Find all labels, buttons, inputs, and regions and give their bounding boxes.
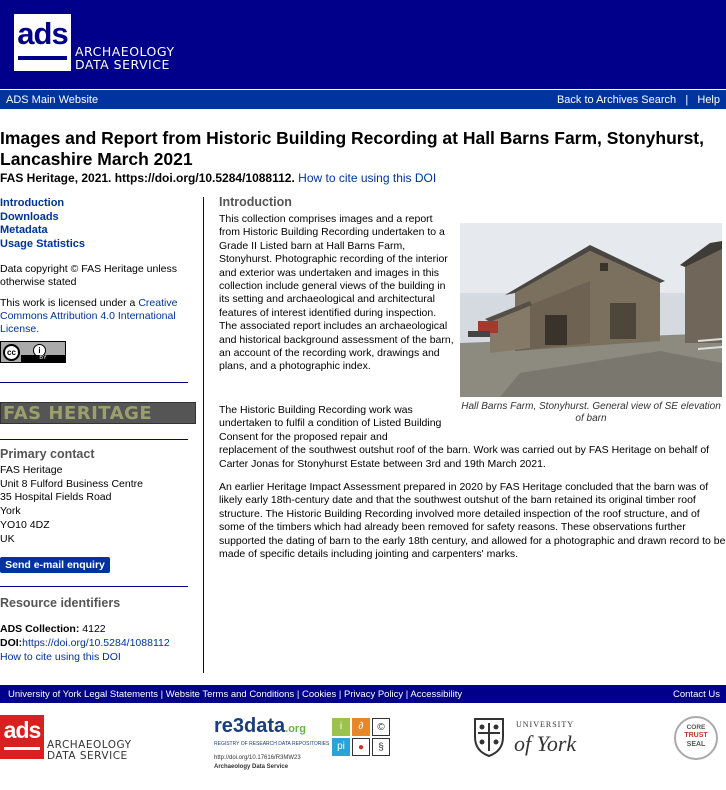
contact-line: FAS Heritage	[0, 464, 63, 476]
york-university-text: UNIVERSITY	[516, 720, 574, 729]
cc-by-badge[interactable]	[0, 341, 66, 363]
license-link[interactable]: Creative Commons Attribution 4.0 International License.	[0, 297, 178, 335]
collection-label: ADS Collection:	[0, 623, 80, 635]
re3data-org: .org	[285, 723, 306, 735]
resource-identifiers	[0, 622, 170, 664]
intro-paragraph-2-full: replacement of the southwest outshut roof of the barn. Work was carried out by FAS Heritage on behalf of Carter Jonas for Stonyhurst Estate between 3rd and 19th March 2021.	[219, 444, 710, 470]
re3data-name-text: re3data	[214, 715, 286, 737]
sidebar-link-introduction[interactable]: Introduction	[0, 197, 65, 209]
sidebar-divider	[0, 382, 188, 383]
citation-text: FAS Heritage, 2021. https://doi.org/10.5284/1088112.	[0, 171, 295, 185]
sidebar-nav	[0, 197, 85, 251]
sidebar-divider	[0, 586, 188, 587]
ads-logo-text	[75, 45, 175, 71]
barn-photo	[460, 223, 722, 397]
ads-main-website-link[interactable]: ADS Main Website	[6, 94, 99, 106]
certificate-icon: ●	[352, 738, 370, 756]
contact-line: 35 Hospital Fields Road	[0, 491, 112, 504]
intro-paragraph-2	[219, 404, 725, 471]
policy-icon: §	[372, 738, 390, 756]
york-of-york-text: of York	[514, 731, 577, 756]
footer-ads-bar	[4, 747, 40, 750]
york-crest-icon	[472, 715, 506, 757]
doi-row	[0, 636, 170, 650]
sidebar-link-metadata[interactable]: Metadata	[0, 224, 48, 236]
re3data-name	[214, 715, 306, 738]
intro-paragraph-2-wrapped: The Historic Building Recording work was undertaken to fulfil a condition of Listed Building Consent for the proposed repair and	[219, 404, 442, 443]
help-link[interactable]: Help	[697, 94, 720, 106]
footer-link-legal[interactable]: University of York Legal Statements	[8, 689, 158, 700]
ads-logo[interactable]	[14, 14, 71, 71]
back-to-search-link[interactable]: Back to Archives Search	[556, 94, 677, 106]
pid-icon: pi	[332, 738, 350, 756]
sidebar-link-usage-statistics[interactable]: Usage Statistics	[0, 237, 85, 250]
resource-identifiers-heading: Resource identifiers	[0, 596, 121, 610]
contact-line: Unit 8 Fulford Business Centre	[0, 477, 143, 490]
contact-line: York	[0, 505, 21, 518]
primary-contact-heading: Primary contact	[0, 447, 95, 461]
barn-photo-image	[460, 223, 722, 397]
citation	[0, 171, 436, 185]
license-prefix: This work is licensed under a	[0, 297, 139, 309]
contact-address	[0, 464, 143, 546]
footer-links: University of York Legal Statements | Website Terms and Conditions | Cookies | Privacy Policy | Accessibility	[8, 689, 463, 700]
sidebar-divider	[0, 439, 188, 440]
university-of-york-logo[interactable]	[472, 715, 592, 760]
cc-icon: cc	[3, 344, 20, 361]
contact-line: YO10 4DZ	[0, 518, 50, 531]
footer-ads-logo[interactable]	[0, 715, 44, 759]
intro-paragraph-1: This collection comprises images and a report from Historic Building Recording undertaken to a Grade II Listed barn at Hall Barns Farm, Stonyhurst. Photographic recording of the interior and exterior was undertaken and images in this collection include general views of the building in its setting and archaeological and architectural features of interest identified during inspection. The associated report includes an archaeological and historical background assessment of the barn, an account of the recording work, drawings and plans, and a photographic index.	[219, 213, 454, 373]
photo-caption: Hall Barns Farm, Stonyhurst. General view of SE elevation of barn	[461, 401, 721, 424]
sidebar-cite-doi-link[interactable]: How to cite using this DOI	[0, 651, 121, 663]
license-notice	[0, 297, 195, 336]
sidebar-link-downloads[interactable]: Downloads	[0, 210, 59, 223]
core-trust-seal[interactable]	[674, 716, 718, 760]
cite-doi-link[interactable]: How to cite using this DOI	[298, 171, 437, 185]
open-access-icon: ∂	[352, 718, 370, 736]
intro-paragraph-3: An earlier Heritage Impact Assessment prepared in 2020 by FAS Heritage concluded that the barn was of likely early 18th-century date and that the southwest outshut of the barn retained its original timber roof structure. The Historic Building Recording involved more detailed inspection of the roof structure, and of some of the timbers which had already been removed for safety reasons. These observations further supported the dating of barn to the early 18th century, and allowed for a photographic and drawn record to be made of specific details including jointing and carpenters' marks.	[219, 481, 726, 561]
copyright-icon: ©	[372, 718, 390, 736]
person-icon: i	[33, 344, 46, 357]
fas-heritage-logo[interactable]: FAS HERITAGE	[0, 402, 196, 424]
cc-by-label: BY	[21, 355, 65, 362]
nav-bar	[0, 89, 726, 109]
core-seal-text-2: TRUST	[684, 732, 708, 739]
core-seal-text-3: SEAL	[686, 741, 706, 748]
page-title: Images and Report from Historic Building Recording at Hall Barns Farm, Stonyhurst, Lancashire March 2021	[0, 128, 704, 169]
introduction-heading: Introduction	[219, 195, 292, 209]
re3data-ads: Archaeology Data Service	[214, 764, 289, 770]
collection-value: 4122	[82, 623, 106, 635]
send-email-enquiry-button[interactable]: Send e-mail enquiry	[0, 557, 110, 573]
ads-logo-bar	[18, 56, 67, 60]
copyright-notice: Data copyright © FAS Heritage unless otherwise stated	[0, 263, 177, 288]
logo-line-2: DATA SERVICE	[75, 57, 170, 72]
core-seal-text-1: CORE	[686, 724, 706, 731]
doi-label: DOI:	[0, 637, 23, 649]
column-divider	[203, 197, 204, 673]
footer-ads-line-2: DATA SERVICE	[47, 750, 128, 762]
footer-contact-link[interactable]: Contact Us	[673, 689, 720, 700]
footer-ads-text	[47, 740, 132, 762]
re3data-badge[interactable]	[214, 715, 394, 775]
contact-line: UK	[0, 532, 15, 545]
footer-link-cookies[interactable]: Cookies	[301, 689, 337, 700]
re3data-registry: REGISTRY OF RESEARCH DATA REPOSITORIES	[214, 741, 330, 747]
info-icon: i	[332, 718, 350, 736]
footer-link-accessibility[interactable]: Accessibility	[410, 689, 463, 700]
footer-bar	[0, 685, 726, 703]
site-header	[0, 0, 726, 89]
nav-separator: |	[685, 94, 689, 106]
footer-link-privacy[interactable]: Privacy Policy	[344, 689, 404, 700]
ads-collection-row	[0, 622, 170, 636]
re3data-doi: http://doi.org/10.17616/R3MW23	[214, 755, 301, 761]
doi-link[interactable]: https://doi.org/10.5284/1088112	[22, 637, 170, 649]
logo-line-1: ARCHAEOLOGY	[75, 44, 175, 59]
nav-right	[557, 94, 720, 106]
ads-logo-mark: ads	[17, 16, 68, 51]
footer-link-terms[interactable]: Website Terms and Conditions	[165, 689, 295, 700]
footer-ads-mark: ads	[3, 717, 41, 743]
footer-ads-line-1: ARCHAEOLOGY	[47, 739, 132, 751]
